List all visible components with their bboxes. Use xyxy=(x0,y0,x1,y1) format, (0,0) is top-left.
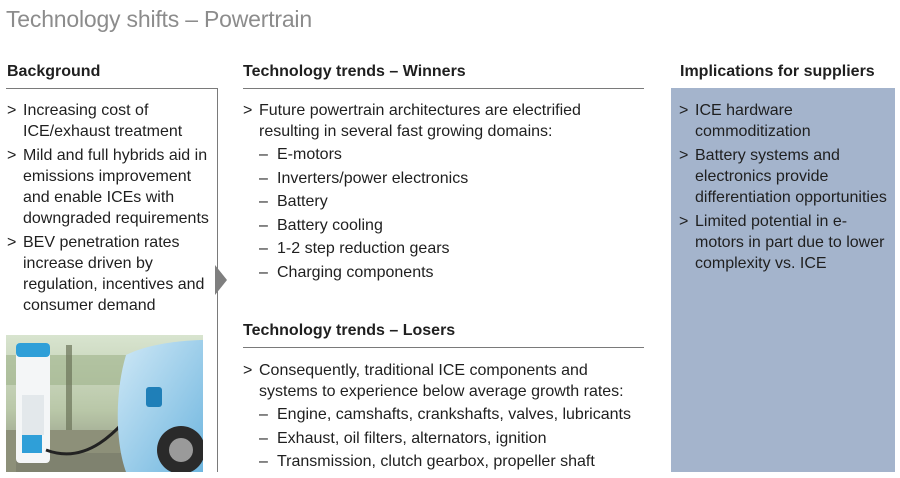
implications-heading: Implications for suppliers xyxy=(680,63,875,80)
losers-intro: Consequently, traditional ICE components and systems to experience below average growth rates: xyxy=(259,362,624,400)
flow-arrow-icon xyxy=(215,265,227,295)
winners-bullet xyxy=(243,100,643,283)
background-bullet: > BEV penetration rates increase driven by regulation, incentives and consumer demand xyxy=(7,232,213,316)
winners-item: – Inverters/power electronics xyxy=(259,168,643,189)
winners-item: – Charging components xyxy=(259,262,643,283)
implications-bullet: > Limited potential in e-motors in part due to lower complexity vs. ICE xyxy=(679,211,889,274)
winners-list xyxy=(243,100,643,286)
winners-item: – E-motors xyxy=(259,144,643,165)
implications-list xyxy=(679,100,889,277)
losers-rule xyxy=(243,347,644,348)
background-heading: Background xyxy=(7,63,101,80)
winners-heading: Technology trends – Winners xyxy=(243,63,466,80)
background-list xyxy=(7,100,213,319)
winners-item: – 1-2 step reduction gears xyxy=(259,238,643,259)
losers-item: – Exhaust, oil filters, alternators, ignition xyxy=(259,428,643,449)
losers-bullet xyxy=(243,360,643,472)
losers-list xyxy=(243,360,643,475)
winners-sublist xyxy=(259,144,643,283)
background-bullet: > Increasing cost of ICE/exhaust treatment xyxy=(7,100,213,142)
page-title: Technology shifts – Powertrain xyxy=(6,6,312,32)
winners-rule xyxy=(243,88,644,89)
ev-charging-photo xyxy=(6,335,203,472)
winners-item: – Battery cooling xyxy=(259,215,643,236)
background-bullet: > Mild and full hybrids aid in emissions improvement and enable ICEs with downgraded requirements xyxy=(7,145,213,229)
implications-bullet: > Battery systems and electronics provide differentiation opportunities xyxy=(679,145,889,208)
implications-bullet: > ICE hardware commoditization xyxy=(679,100,889,142)
losers-item: – Transmission, clutch gearbox, propeller shaft xyxy=(259,451,643,472)
winners-item: – Battery xyxy=(259,191,643,212)
losers-heading: Technology trends – Losers xyxy=(243,322,456,339)
background-rule xyxy=(6,88,218,89)
winners-intro: Future powertrain architectures are electrified resulting in several fast growing domains: xyxy=(259,102,581,140)
losers-sublist xyxy=(259,404,643,472)
losers-item: – Engine, camshafts, crankshafts, valves, lubricants xyxy=(259,404,643,425)
